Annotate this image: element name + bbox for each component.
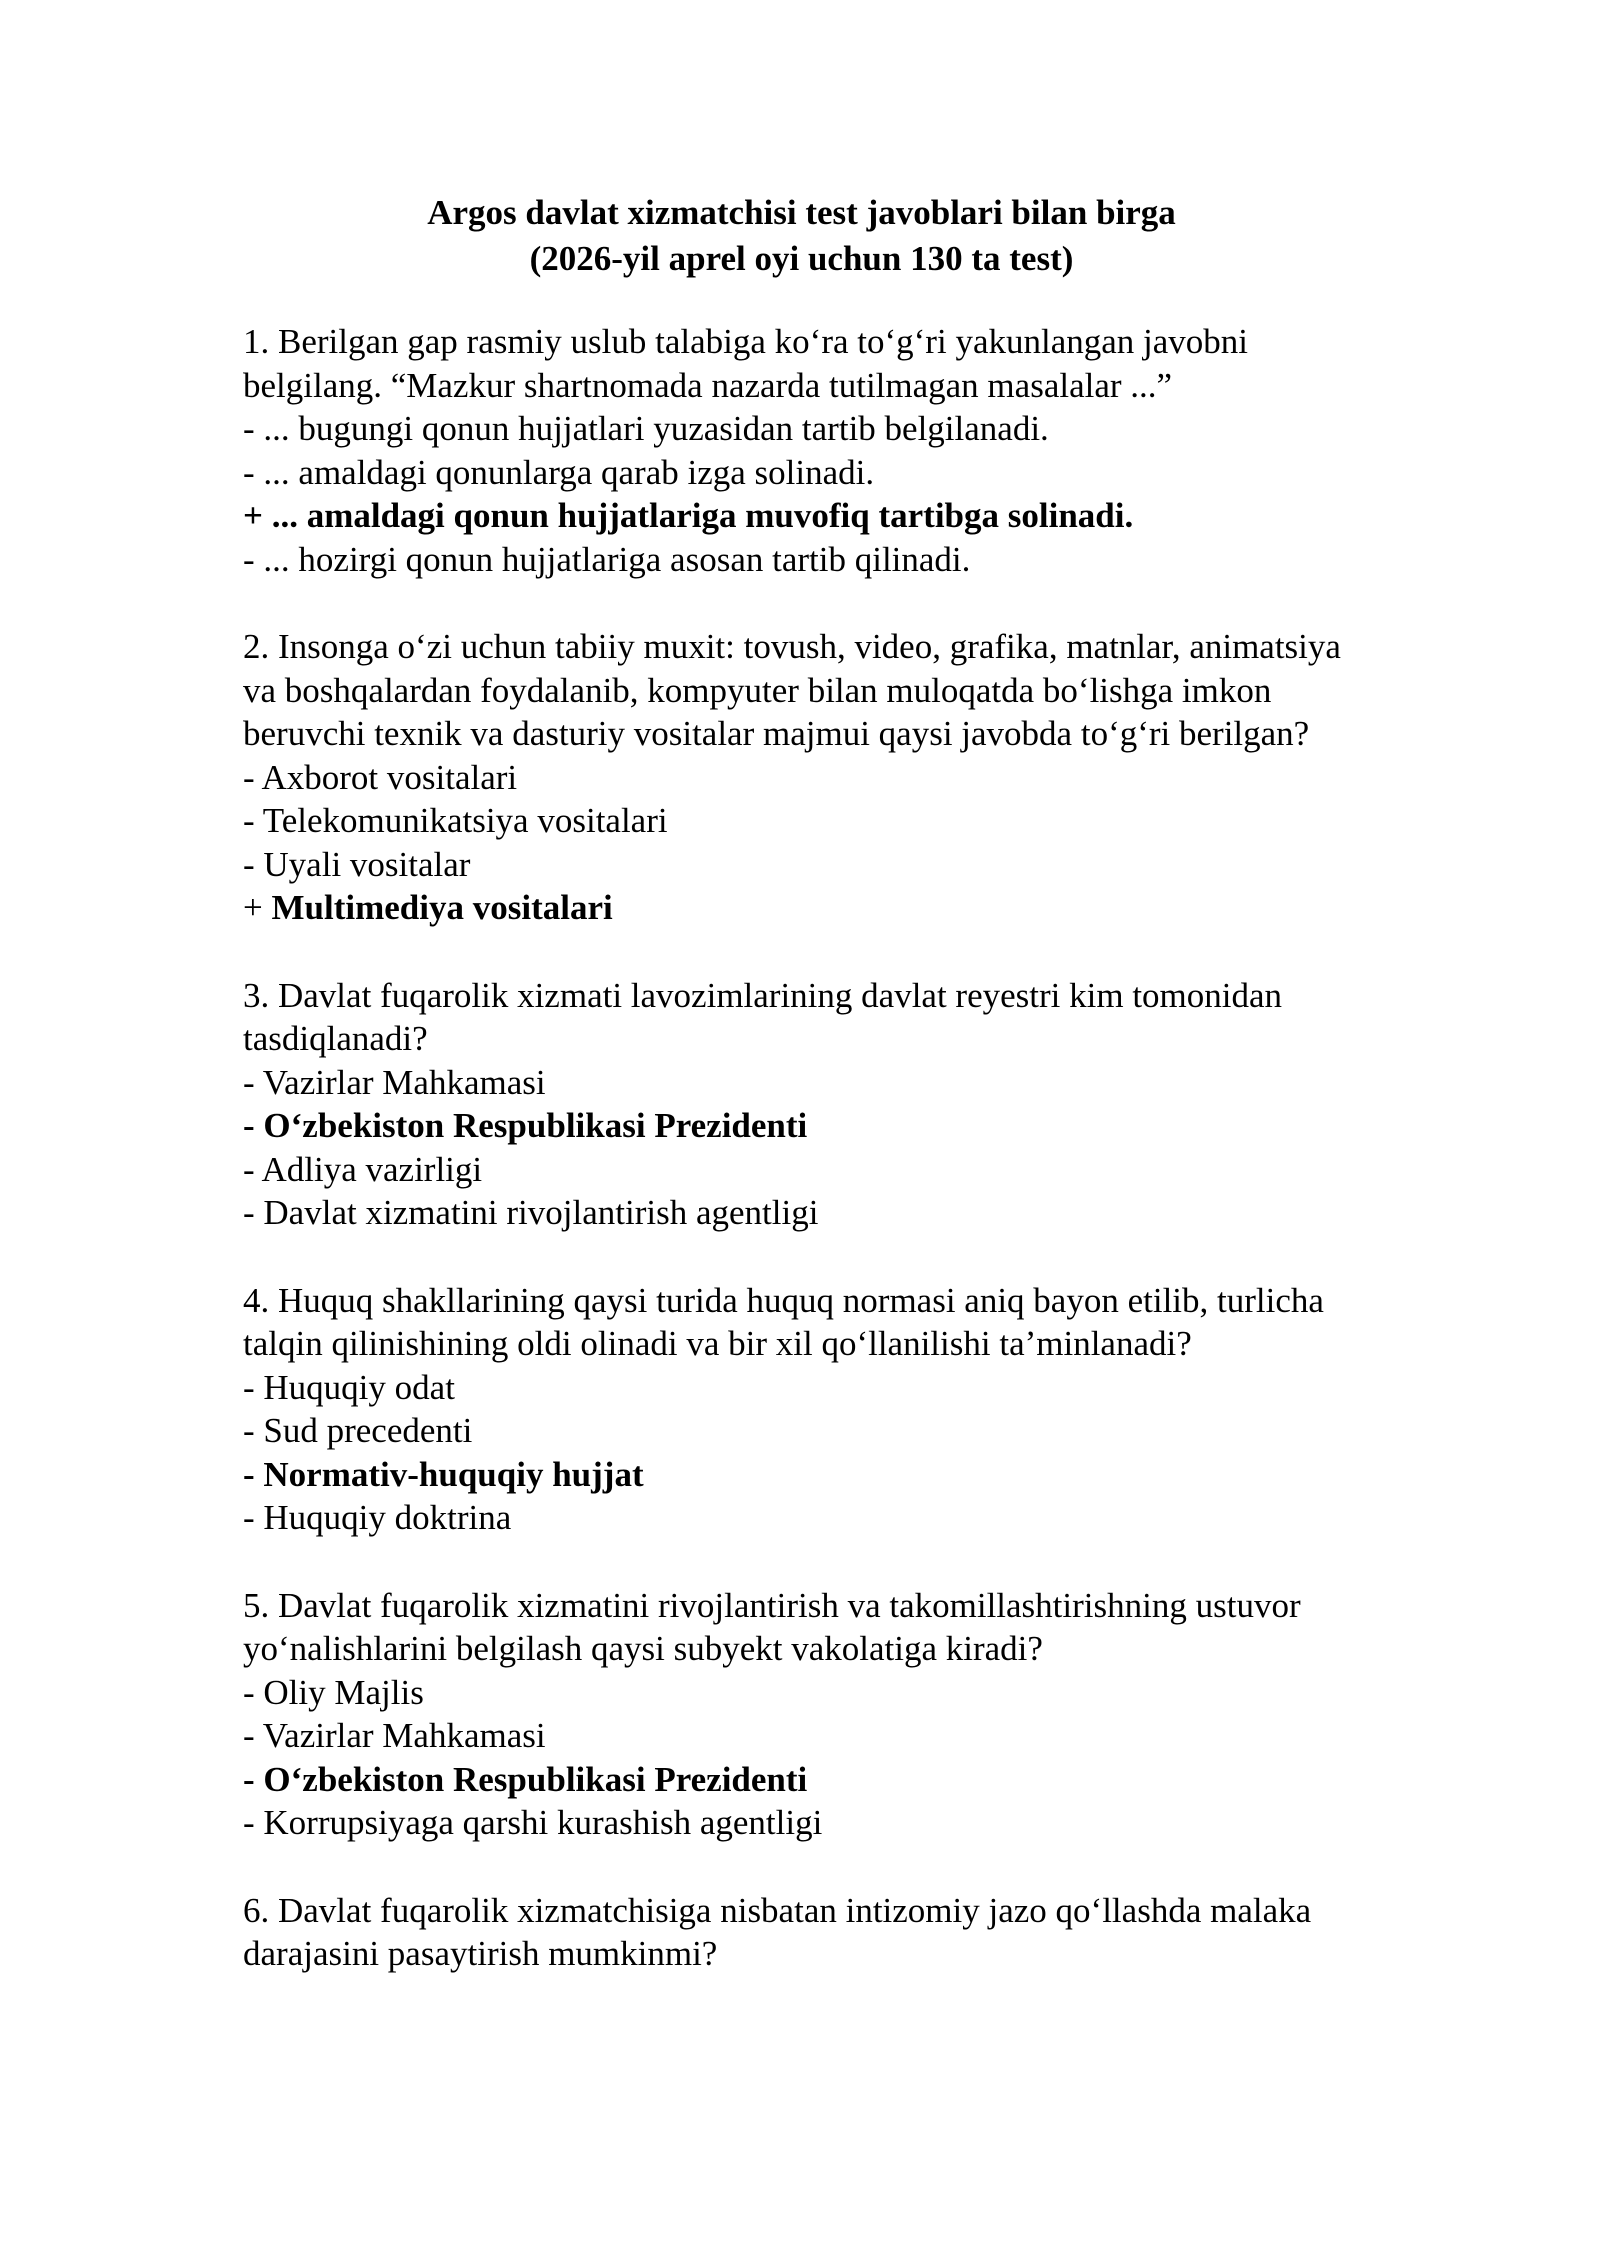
answer-option-correct: - Normativ-huquqiy hujjat: [243, 1454, 644, 1494]
answer-option: - Axborot vositalari: [243, 757, 518, 797]
question-6: [243, 1889, 1360, 1976]
question-text: 3. Davlat fuqarolik xizmati lavozimlarining davlat reyestri kim tomonidan tasdiqlanadi?: [243, 975, 1283, 1058]
document-title: [243, 190, 1360, 282]
title-line-1: Argos davlat xizmatchisi test javoblari bilan birga: [427, 193, 1176, 232]
question-5: [243, 1584, 1360, 1845]
answer-option: - Oliy Majlis: [243, 1672, 424, 1712]
answer-option: - Sud precedenti: [243, 1411, 473, 1450]
answer-option-correct: + Multimediya vositalari: [243, 888, 613, 927]
answer-option: - Davlat xizmatini rivojlantirish agentligi: [243, 1193, 819, 1232]
question-3: [243, 974, 1360, 1235]
question-4: [243, 1279, 1360, 1540]
answer-option: - Korrupsiyaga qarshi kurashish agentligi: [243, 1803, 823, 1842]
answer-option: - ... amaldagi qonunlarga qarab izga solinadi.: [243, 452, 875, 492]
answer-option: - Uyali vositalar: [243, 844, 471, 884]
question-text: 1. Berilgan gap rasmiy uslub talabiga koʻra toʻgʻri yakunlangan javobni belgilang. “Mazkur shartnomada nazarda tutilmagan masalalar ...”: [243, 322, 1249, 405]
answer-option: - Telekomunikatsiya vositalari: [243, 801, 668, 840]
answer-option: - Huquqiy odat: [243, 1367, 455, 1407]
answer-option-correct: + ... amaldagi qonun hujjatlariga muvofiq tartibga solinadi.: [243, 496, 1134, 535]
answer-option: - Adliya vazirligi: [243, 1149, 483, 1189]
answer-option: - Vazirlar Mahkamasi: [243, 1062, 546, 1102]
question-2: [243, 625, 1360, 930]
answer-option-correct: - Oʻzbekiston Respublikasi Prezidenti: [243, 1106, 808, 1145]
answer-option: - Huquqiy doktrina: [243, 1498, 512, 1537]
answer-option: - ... hozirgi qonun hujjatlariga asosan tartib qilinadi.: [243, 539, 971, 579]
question-text: 2. Insonga oʻzi uchun tabiiy muxit: tovush, video, grafika, matnlar, animatsiya va boshqalardan foydalanib, kompyuter bilan muloqatda boʻlishga imkon beruvchi texnik va dasturiy vositalar majmui qaysi javobda toʻgʻri berilgan?: [243, 627, 1341, 753]
answer-option-correct: - Oʻzbekiston Respublikasi Prezidenti: [243, 1759, 808, 1799]
answer-option: - ... bugungi qonun hujjatlari yuzasidan tartib belgilanadi.: [243, 409, 1049, 448]
question-text: 4. Huquq shakllarining qaysi turida huquq normasi aniq bayon etilib, turlicha talqin qilinishining oldi olinadi va bir xil qoʻllanilishi taʼminlanadi?: [243, 1280, 1324, 1363]
answer-option: - Vazirlar Mahkamasi: [243, 1716, 546, 1755]
question-1: [243, 320, 1360, 581]
question-text: 6. Davlat fuqarolik xizmatchisiga nisbatan intizomiy jazo qoʻllashda malaka darajasini pasaytirish mumkinmi?: [243, 1890, 1312, 1973]
question-text: 5. Davlat fuqarolik xizmatini rivojlantirish va takomillashtirishning ustuvor yoʻnalishlarini belgilash qaysi subyekt vakolatiga kiradi?: [243, 1585, 1301, 1668]
title-line-2: (2026-yil aprel oyi uchun 130 ta test): [529, 239, 1074, 278]
